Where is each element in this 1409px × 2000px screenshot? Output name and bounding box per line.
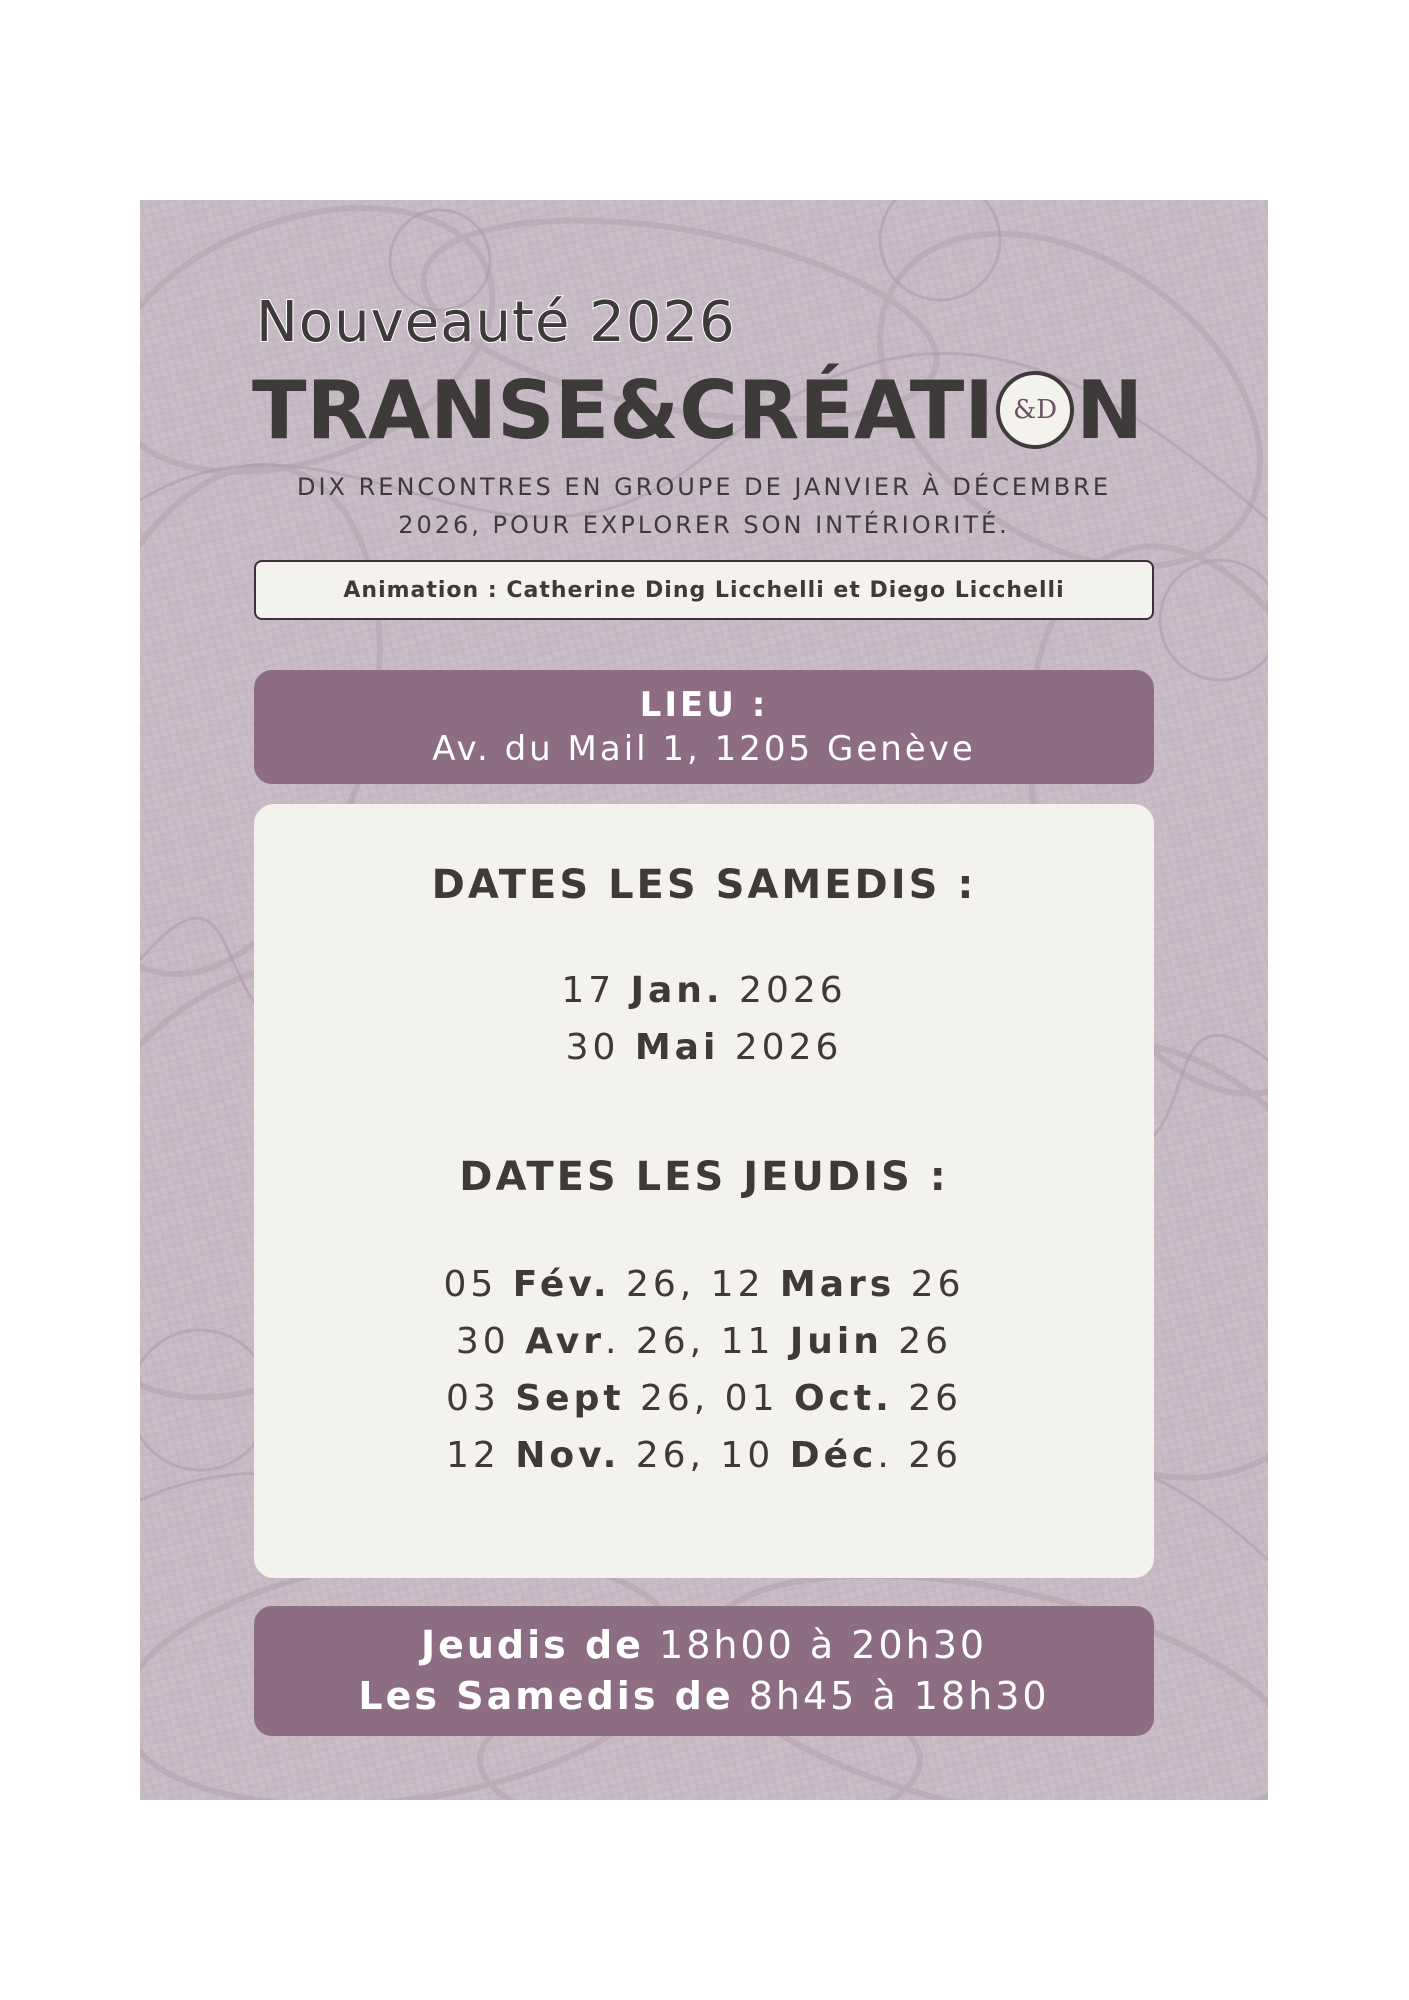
thursday-dates-heading: DATES LES JEUDIS : <box>459 1154 949 1200</box>
title-text-start: TRANSE&CRÉATI <box>252 363 995 457</box>
emphasis-text: Oct. <box>793 1378 893 1419</box>
location-panel <box>254 670 1154 784</box>
line-text: 05 <box>443 1264 513 1305</box>
emphasis-text: Jeudis de <box>420 1623 644 1667</box>
emphasis-text: Nov. <box>515 1435 621 1476</box>
thursday-dates-list <box>254 1256 1154 1484</box>
date-line <box>254 1427 1154 1484</box>
line-text: 03 <box>445 1378 516 1419</box>
line-text: . 26, 11 <box>604 1321 790 1362</box>
hours-panel <box>254 1606 1154 1736</box>
saturday-dates-list <box>254 962 1154 1076</box>
date-line <box>254 1370 1154 1427</box>
subtitle-line: DIX RENCONTRES EN GROUPE DE JANVIER À DÉCEMBRE <box>296 473 1112 501</box>
line-text: 2026 <box>723 970 847 1011</box>
line-text: 12 <box>445 1435 516 1476</box>
emphasis-text: Avr <box>525 1321 605 1362</box>
date-line <box>254 1256 1154 1313</box>
line-text: 26, 01 <box>624 1378 794 1419</box>
date-line <box>254 1313 1154 1370</box>
line-text: 26 <box>892 1378 963 1419</box>
logo-text: &D <box>1013 395 1058 425</box>
event-title <box>252 360 1143 460</box>
hours-line <box>254 1620 1154 1671</box>
date-line <box>254 1019 1154 1076</box>
location-label: LIEU : <box>639 685 769 725</box>
line-text: . 26 <box>877 1435 963 1476</box>
date-line <box>254 962 1154 1019</box>
emphasis-text: Jan. <box>630 970 724 1011</box>
hours-line <box>254 1671 1154 1722</box>
emphasis-text: Sept <box>515 1378 625 1419</box>
line-text: 26, 12 <box>610 1264 780 1305</box>
subtitle-line: 2026, POUR EXPLORER SON INTÉRIORITÉ. <box>398 511 1010 539</box>
subtitle <box>250 468 1158 544</box>
emphasis-text: Mars <box>779 1264 896 1305</box>
cd-logo-icon <box>996 371 1074 449</box>
line-text: 26 <box>882 1321 953 1362</box>
line-text: 30 <box>455 1321 526 1362</box>
saturday-dates-heading: DATES LES SAMEDIS : <box>431 862 977 908</box>
location-address: Av. du Mail 1, 1205 Genève <box>432 729 976 769</box>
title-text-end: N <box>1076 363 1144 457</box>
line-text: 2026 <box>719 1027 843 1068</box>
emphasis-text: Fév. <box>512 1264 611 1305</box>
emphasis-text: Les Samedis de <box>358 1674 734 1718</box>
emphasis-text: Juin <box>789 1321 883 1362</box>
emphasis-text: Mai <box>634 1027 720 1068</box>
animation-credits: Animation : Catherine Ding Licchelli et Diego Licchelli <box>254 560 1154 620</box>
line-text: 17 <box>561 970 631 1011</box>
line-text: 18h00 à 20h30 <box>643 1623 988 1667</box>
line-text: 30 <box>565 1027 635 1068</box>
line-text: 26 <box>895 1264 965 1305</box>
line-text: 8h45 à 18h30 <box>733 1674 1050 1718</box>
tagline: Nouveauté 2026 <box>256 290 736 355</box>
line-text: 26, 10 <box>620 1435 790 1476</box>
poster <box>140 200 1268 1800</box>
dates-panel <box>254 804 1154 1578</box>
emphasis-text: Déc <box>789 1435 878 1476</box>
